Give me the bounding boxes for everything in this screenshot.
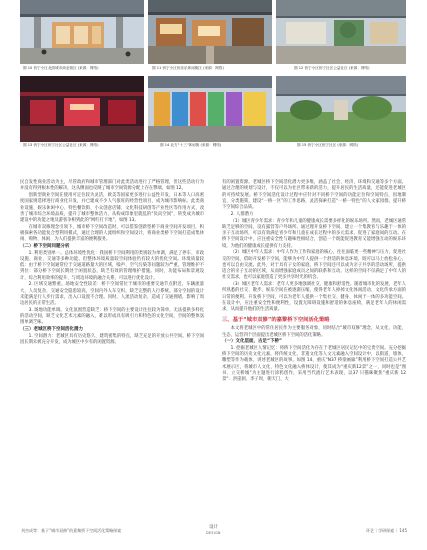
page-section-number: 环艺｜学研探索｜ 145 <box>366 528 407 533</box>
paragraph: 有的闲置资源。老城区桥下空间活化潜力更多维，涵盖了社会、经济、环境和交通等多个方面。通过合理的规划与设计，不仅可以为社区带来新的活力，提升居民的生活质量，还能促进老城区的可持续发展。桥下空间活化设计过程中应针对不同桥下空间的功能定位和空间特点，因地制宜、分类施策，建设“一桥一区”的工作思路，灵活探索打造“一桥一特色”的人文家园群，提升桥下空间综合品质。 <box>222 180 406 210</box>
journal-mark-cn: 设计 <box>209 525 218 530</box>
section-heading: （三）老城区桥下空间活化潜力 <box>20 327 83 333</box>
photo-fig13 <box>20 76 144 142</box>
paragraph: 本文将老城区中的常住居民作为主要服务对象，同时结合“城市双修”理念，从文化、功能、生态、运营四个层面提出老城区桥下空间的活化策略。 <box>222 326 406 338</box>
section-heading: （一）文化层面，古足“下桥” <box>222 339 282 345</box>
caption-fig14: 图 14 北方“十三”休闲街 (来源：网络) <box>160 143 222 147</box>
journal-mark-en: DESIGN <box>206 530 221 535</box>
chapter-heading: 三、基于“城市双修”的嘉黎桥下空间活化策略 <box>222 317 330 324</box>
paragraph: （1）城区青少年需求：青少年和儿童的健康成长需要多样化的娱乐场所。然而，老城区通常缺乏足够的空间，设有露营等户外场所。通过理开发桥下空间，建立一个集教育与乐趣于一体的亲子互动场所，可以有效满足青少年和儿童在成长过程中的多元需求，促进了家庭间的互动。在桥下空间设计中，应注重安全性与趣味性相结合，创造一个既能促进教育又能增强互动的娱乐环境，为他们的健康成长提供有力支持。 <box>222 218 406 249</box>
photo-fig10 <box>20 0 144 64</box>
caption-fig11: 图 11 侨宁小区侨乐乐休闲街区 (来源：网络) <box>152 66 224 70</box>
paragraph: 在城市双修理念引领下，城市桥下空间改造时，可以借鉴创新型桥下商业空间开发项目，积极探索各功能复合型利用模式，通过合理的人流组织和空间设计，将商业类桥下空间打造成集休闲、购物、体闲、为人们提供丰富的便利服务。 <box>20 224 204 243</box>
caption-fig15: 图 15 侨宁小区侨宁社区 (来源：网络) <box>297 143 359 147</box>
paragraph: 3. 场地功能单调。文化氛围营造缺乏：桥下空间的主要设计往往较为简单，无法提供多样化的活动空间，缺乏文化艺术元素的融入，难以形成具有吸引力和特色的文化空间，空间的整体氛围单调乏味。 <box>20 307 204 326</box>
photo-fig14 <box>148 76 272 142</box>
paragraph: 1. 空间潜力：老城区具有历史悠久、建筑密集的特点，缺乏充足的开放公共空间。桥下空间因长期未被充分开发，成为城区中少有的闲置资源。 <box>20 333 204 346</box>
photo-fig15 <box>276 76 406 142</box>
paragraph: 1. 挖掘老城区人情记忆：将桥下空间活化为存在于老城区居民记忆中的宝贵空间。充分挖掘桥下空间的历史文化元素，将传统文化、非遗文化等人文元素融入空间设计中，以街道、墙体、雕塑等作为载体，讲述老城区的故事。如图 14，重庆“N37 桥梁画廊”利用桥下空间打造公共艺术展示区，将城市人文化、特色文化融入桥体设计，使其成为“重庆新12景”之一，同时也是“图书、立交桥城”为主题进行涂鸦创作，采用当代流行艺术表现，以37 只猫咪聚焦“重庆新 12 景”：洪崖洞、李子坝、朝天门、大 <box>222 345 406 383</box>
left-column <box>20 180 204 346</box>
paragraph: （3）城区老年人需求：老年人更多地强调社交、健康和舒适性。随着城市化的发展，老年人所熟悉的社交、散步、娱乐空间在被逐渐压缩，使得老年人掉掉文化体闲活动、文化传承方面的日常的便利。开发桥下空间，可以为老年人提供一个集社交、健身、休闲于一体的多功能空间。在设计中，应注重安全性和便利性，设置无障碍设施和舒适的休息座椅，满足老年人的休闲需求，从而提升他们的生活质量。 <box>222 282 406 312</box>
paragraph: 2. 人群潜力 <box>230 211 254 217</box>
section-heading: （二）桥下空间问题分析 <box>20 244 70 250</box>
photo-fig11 <box>148 0 272 64</box>
paragraph: 创新型商业空间在使用可定位较为灵活，欧美等国家更多进行公益性开发，日本等人口高密度国家则选择进行商业化开发，并已建成不少人气很旺的经营性项目，成为城市影响标。此类商业设施、娱乐休闲中心、特色餐饮街、小众创意店铺、文化科技研创等产业性区等作用方式，改善了城市综合环境品质，提升了城市整体活力，从构成印象里就乱的“负向空间”，转变成为城市建设中的功能之地及游客争相到此的“网红打卡地”，如图 13。 <box>20 193 204 223</box>
paragraph: （2）城区中年人需求：中年人作为工作和家庭的核心，往往面临更一些精神与压力，促进社交的空间。借助开发桥下空间，能够为中年人提供一个舒适的休息环境，既可以马上放松身心，也可以自由交流。此外，对于具有子女的家庭，桥下空间还可以成为亲子共享的活动场所，提供适合的亲子互动的区域，从而增强家庭成员之间的联系和互动。这样的空间不仅满足了中年人的社交需求，也可以家庭创造了更多共享时光的机会。 <box>222 250 406 281</box>
running-title: 刘杰成等：基于“城市双修”的嘉黎桥下空间活化策略探索 <box>21 528 122 533</box>
caption-fig13: 图 13 侨宁小区侨宁社区公益社区 (来源：网络) <box>23 143 99 147</box>
paragraph: 2. 区域交通繁重。场地安全性较差：桥下空间常位于城市的重要交通节点附近，车辆流量大，人员复杂，交通安全隐患较高，空间内外人车交织，缺乏完整的人行系统。部分空间的设计未能满足行人步行需求，出入口设置不合理。同时，人流活动复杂，造成了交通拥堵，影响了周边居民的正常生活。 <box>20 282 204 307</box>
paragraph: 1. 利用类别单一。总体环境性优化：我国桥下空间利用的类别较为单调，满足了停车、市政设施、商业、交通等多种功能。但整体环境质量较空间体验仍有较大的优化空间。环境质量较低：由于桥下空间通常位于交通道路量大的区域，噪声、空气污染等问题较为严重。管理维护不到位：部分桥下空间长期处于闲置状态，缺乏有效的管理维护措施。同时，功能布局和景观设计、综合利用效率的提升、与周边环境的融合关系，可以进行优化设计。 <box>20 250 204 281</box>
figure-strip <box>0 0 427 156</box>
caption-fig12: 图 12 侨宁小区侨宁社区公益社区 (来源：网络) <box>294 66 370 70</box>
paragraph: 民自发性商业活动为主，尽管政府和城市管理部门对此类活动进行了严格管理，但这些活动行为并没有得到根本性的解决，这从侧面也反映了城市空间资源分配上存在弊端，如图 12。 <box>20 180 204 192</box>
caption-fig10: 图 10 侨宁小区北面城市商业街区 (来源：网络) <box>23 66 99 70</box>
photo-fig12 <box>276 0 406 64</box>
right-column <box>222 180 406 383</box>
journal-mark <box>200 525 227 535</box>
page-footer <box>0 522 427 540</box>
